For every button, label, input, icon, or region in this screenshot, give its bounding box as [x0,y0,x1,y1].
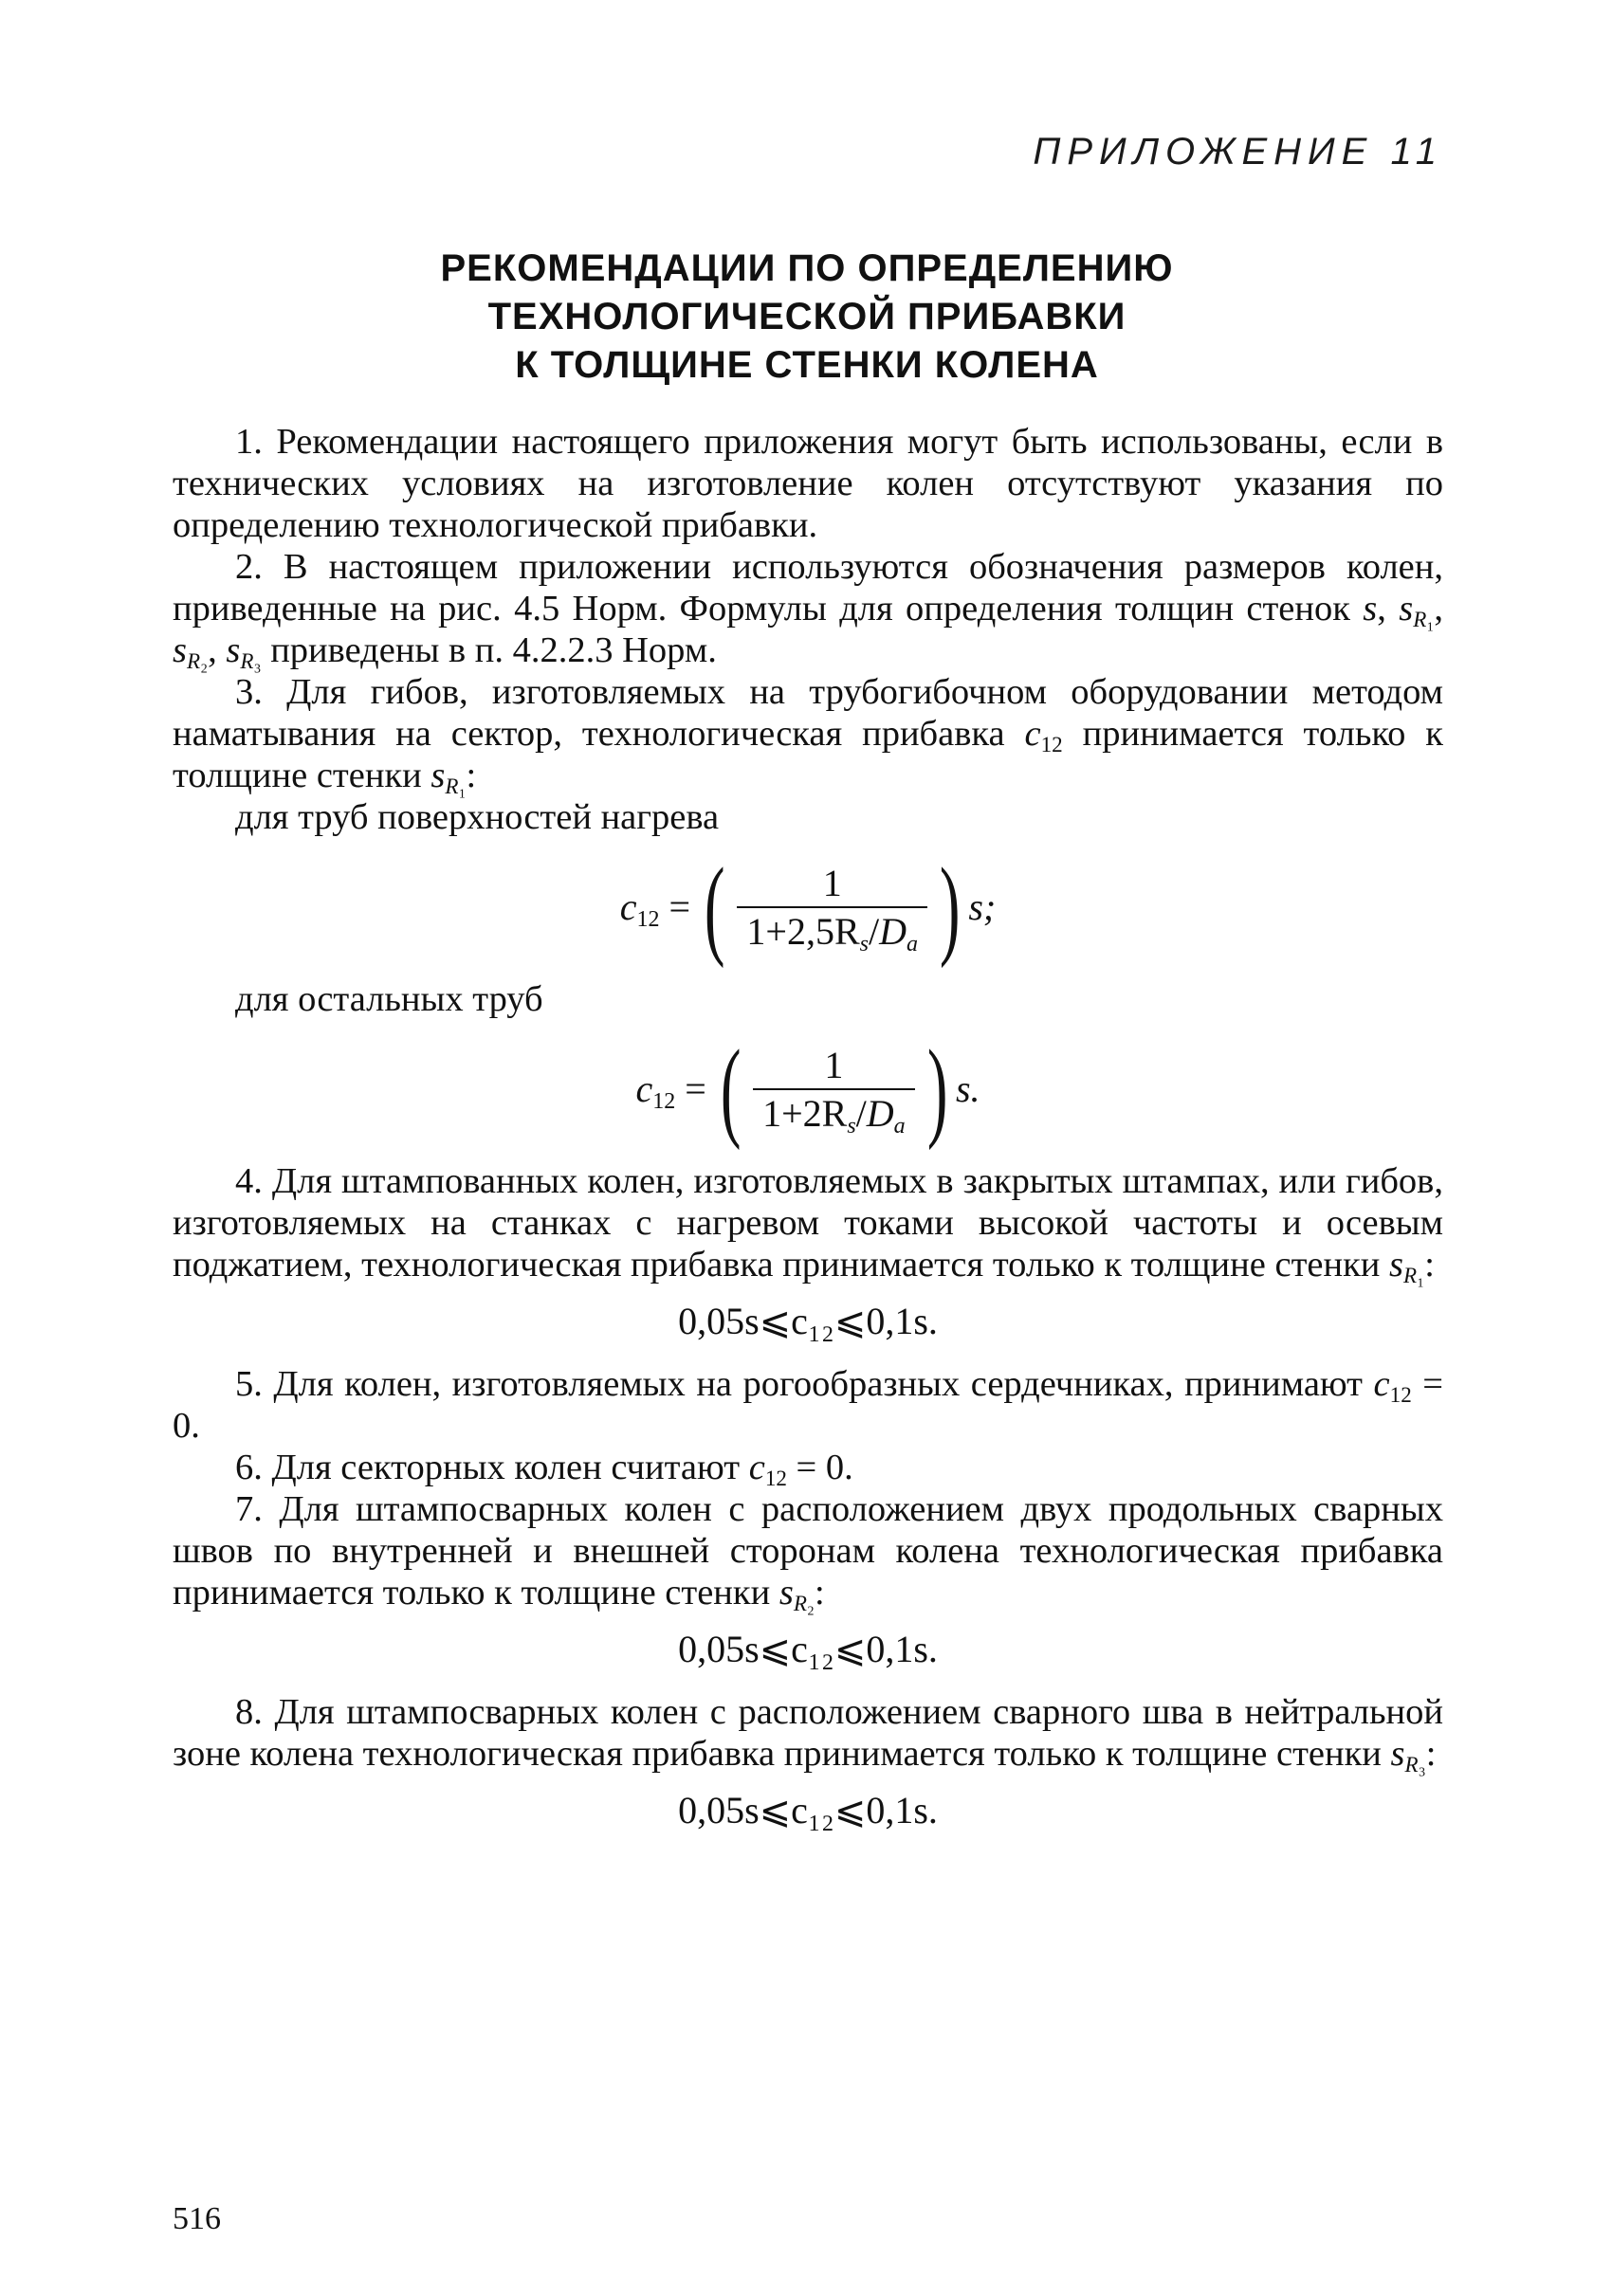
paragraph-3-case-other: для остальных труб [235,979,543,1019]
title-line-1: РЕКОМЕНДАЦИИ ПО ОПРЕДЕЛЕНИЮ [440,247,1174,289]
paragraph-6-text-a: 6. Для секторных колен считают [235,1448,749,1487]
paragraph-7-text-a: 7. Для штампосварных колен с расположением двух продольных сварных швов по внутренней и внешней сторонам колена технологическая прибавка принимается только к толщине стенки [173,1489,1443,1613]
paragraph-2: 2. В настоящем приложении используются обозначения размеров колен, приведенные на рис. 4.5 Норм. Формулы для определения толщин стенок s, $s_{R_1}$, $s_{R_2}$, $s_{R_3}$ приведены в п. 4.2.2.3 Норм. [173,547,1443,673]
formula-other-pipes: $c_{12}$ = ( $\frac{1}{1+2R_s/D_a}$ ) s. [635,1027,980,1151]
title-line-2: ТЕХНОЛОГИЧЕСКОЙ ПРИБАВКИ [487,296,1127,337]
formula-1-denominator: 1+2,5R [746,910,860,953]
document-title [171,245,1443,390]
inequality-1: 0,05s⩽c₁₂⩽0,1s. [678,1300,938,1342]
paragraph-3-case-heating: для труб поверхностей нагрева [235,797,720,837]
paragraph-7: 7. Для штампосварных колен с расположением двух продольных сварных швов по внутренней и внешней сторонам колена технологическая прибавка принимается только к толщине стенки $s_{R_2}$: [173,1489,1443,1615]
formula-1-tail: s; [968,885,997,928]
formula-2-tail: s. [955,1067,980,1110]
inequality-2: 0,05s⩽c₁₂⩽0,1s. [678,1628,938,1670]
paragraph-5: 5. Для колен, изготовляемых на рогообразных сердечниках, принимают $c_{12} = 0$. [173,1364,1443,1446]
document-body [173,421,1443,1852]
title-line-3: К ТОЛЩИНЕ СТЕНКИ КОЛЕНА [515,344,1099,386]
paragraph-5-text-a: 5. Для колен, изготовляемых на рогообразных сердечниках, принимают [235,1364,1374,1404]
inequality-3: 0,05s⩽c₁₂⩽0,1s. [678,1789,938,1831]
paragraph-3: 3. Для гибов, изготовляемых на трубогибочном оборудовании методом наматывания на сектор, технологическая прибавка $c_{12}$ принимается только к толщине стенки $s_{R_1}$: [173,672,1443,798]
paragraph-3-text-a: 3. Для гибов, изготовляемых на трубогибочном оборудовании методом наматывания на сектор, технологическая прибавка [173,672,1443,754]
appendix-header: ПРИЛОЖЕНИЕ 11 [1033,131,1443,173]
paragraph-2-text-b: приведены в п. 4.2.2.3 Норм. [261,630,717,670]
paragraph-4: 4. Для штампованных колен, изготовляемых в закрытых штампах, или гибов, изготовляемых на станках с нагревом токами высокой частоты и осевым поджатием, технологическая прибавка принимается только к толщине стенки $s_{R_1}$: [173,1161,1443,1287]
page-number: 516 [173,2201,221,2236]
paragraph-6: 6. Для секторных колен считают $c_{12} = 0$. [235,1448,853,1490]
paragraph-1: 1. Рекомендации настоящего приложения могут быть использованы, если в технических условиях на изготовление колен отсутствуют указания по определению технологической прибавки. [173,422,1443,545]
paragraph-3-text-b: принимается только к толщине стенки [173,714,1443,795]
paragraph-8-text-a: 8. Для штампосварных колен с расположением сварного шва в нейтральной зоне колена технологическая прибавка принимается только к толщине стенки [173,1692,1443,1774]
paragraph-8: 8. Для штампосварных колен с расположением сварного шва в нейтральной зоне колена технологическая прибавка принимается только к толщине стенки $s_{R_3}$: [173,1692,1443,1777]
formula-2-denominator: 1+2R [762,1092,848,1135]
paragraph-4-text-a: 4. Для штампованных колен, изготовляемых в закрытых штампах, или гибов, изготовляемых на станках с нагревом токами высокой частоты и осевым поджатием, технологическая прибавка принимается только к толщине стенки [173,1161,1443,1285]
paragraph-2-text-a: 2. В настоящем приложении используются обозначения размеров колен, приведенные на рис. 4.5 Норм. Формулы для определения толщин стенок [173,547,1443,629]
formula-heating-surfaces: $c_{12}$ = ( $\frac{1}{1+2,5R_s/D_a}$ ) s; [619,845,997,969]
